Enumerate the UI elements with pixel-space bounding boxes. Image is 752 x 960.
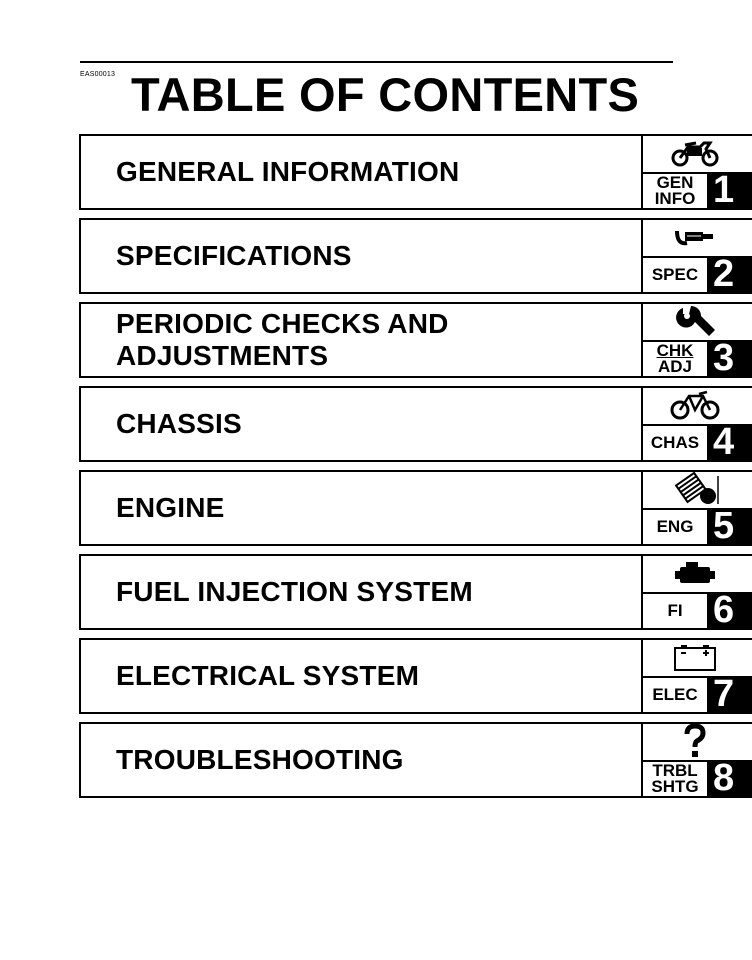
toc-row-fuel-injection[interactable]: [79, 554, 752, 630]
section-abbreviation: TRBL SHTG: [643, 760, 707, 796]
section-number: 2: [707, 256, 752, 292]
section-number: 6: [707, 592, 752, 628]
document-code: EAS00013: [80, 71, 116, 78]
section-number: 3: [707, 340, 752, 376]
toc-row-electrical-system[interactable]: [79, 638, 752, 714]
injector-icon: [665, 558, 725, 588]
bike-frame-icon: [665, 390, 725, 420]
section-title: GENERAL INFORMATION: [116, 156, 460, 187]
toc-row-chassis[interactable]: [79, 386, 752, 462]
section-tab: [641, 302, 752, 378]
question-mark-icon: [665, 726, 725, 756]
toc-row-periodic-checks[interactable]: [79, 302, 752, 378]
section-abbreviation: GEN INFO: [643, 172, 707, 208]
toc-row-general-information[interactable]: [79, 134, 752, 210]
section-title: PERIODIC CHECKS AND ADJUSTMENTS: [116, 308, 449, 371]
battery-icon: [665, 642, 725, 672]
section-abbreviation: ENG: [643, 508, 707, 544]
section-number: 1: [707, 172, 752, 208]
section-tab: [641, 638, 752, 714]
section-tab: [641, 470, 752, 546]
section-title: FUEL INJECTION SYSTEM: [116, 576, 473, 607]
toc-row-troubleshooting[interactable]: [79, 722, 752, 798]
section-tab: [641, 218, 752, 294]
micrometer-icon: [665, 222, 725, 252]
section-tab: [641, 386, 752, 462]
top-rule: [80, 61, 673, 63]
section-tab: [641, 554, 752, 630]
section-abbreviation: SPEC: [643, 256, 707, 292]
section-abbreviation: ELEC: [643, 676, 707, 712]
section-number: 5: [707, 508, 752, 544]
section-title: TROUBLESHOOTING: [116, 744, 404, 775]
section-abbreviation: FI: [643, 592, 707, 628]
engine-cylinder-icon: [665, 474, 725, 504]
section-tab: [641, 722, 752, 798]
section-abbreviation: CHAS: [643, 424, 707, 460]
wrench-icon: [665, 306, 725, 336]
toc-row-engine[interactable]: [79, 470, 752, 546]
section-abbreviation: CHK ADJ: [643, 340, 707, 376]
section-tab: [641, 134, 752, 210]
section-title: ENGINE: [116, 492, 225, 523]
section-number: 4: [707, 424, 752, 460]
section-title: CHASSIS: [116, 408, 242, 439]
section-number: 8: [707, 760, 752, 796]
section-number: 7: [707, 676, 752, 712]
motorcycle-icon: [665, 138, 725, 168]
toc-row-specifications[interactable]: [79, 218, 752, 294]
section-title: SPECIFICATIONS: [116, 240, 352, 271]
section-title: ELECTRICAL SYSTEM: [116, 660, 420, 691]
page-title: TABLE OF CONTENTS: [131, 68, 640, 121]
